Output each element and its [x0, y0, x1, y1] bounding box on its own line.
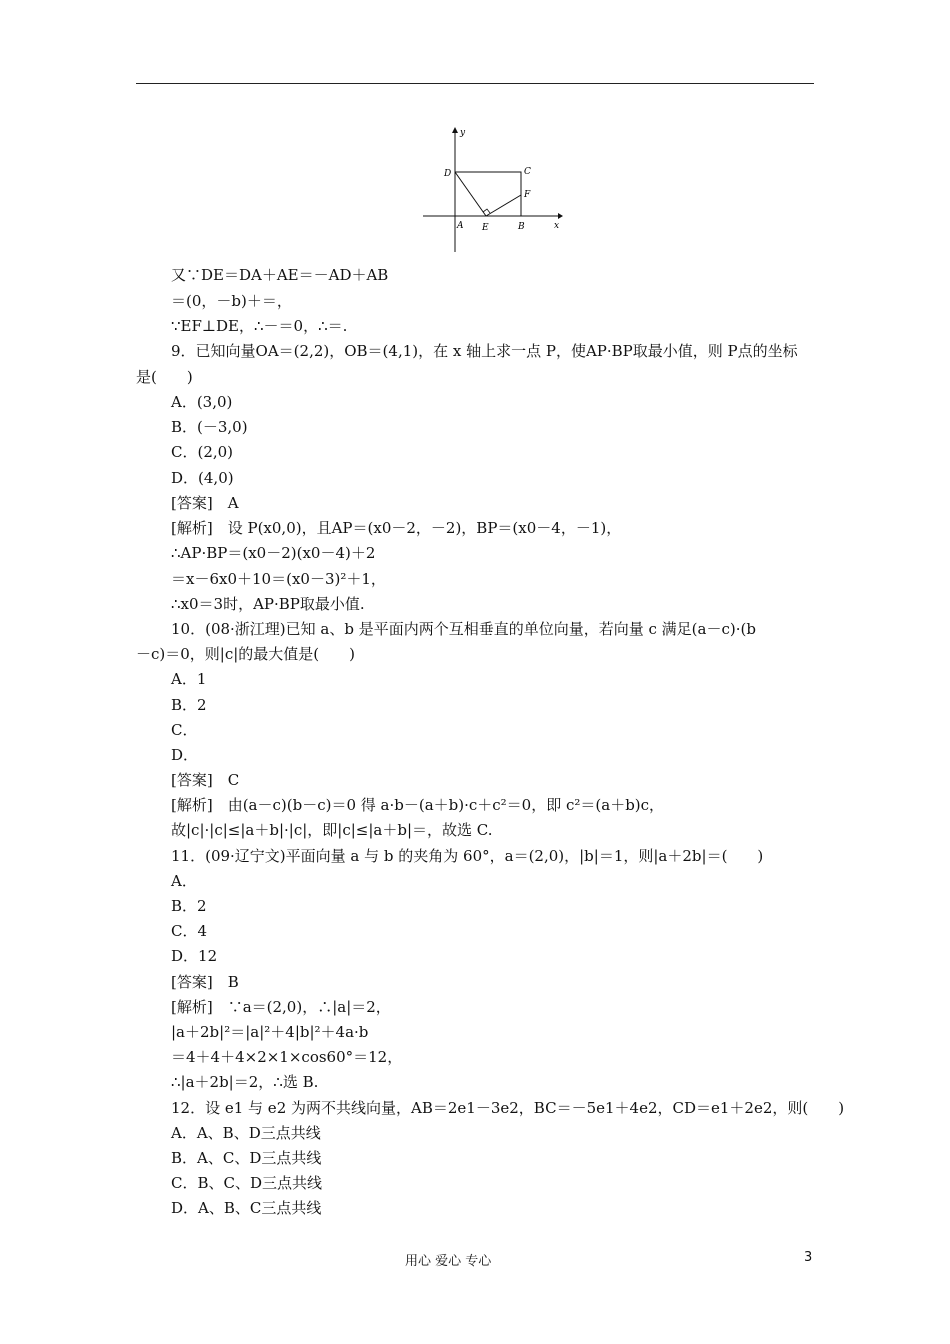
- segment-ef: [486, 195, 521, 216]
- label-e: E: [482, 223, 489, 233]
- option-b: B．A、C、D三点共线: [171, 1149, 322, 1167]
- segment-de: [455, 172, 486, 216]
- text-line: 又∵DE＝DA＋AE＝－AD＋AB: [171, 266, 389, 284]
- question-10-stem: 10．(08·浙江理)已知 a、b 是平面内两个互相垂直的单位向量，若向量 c 满足(a－c)·(b: [171, 620, 756, 638]
- option-c: C．(2,0): [171, 443, 234, 461]
- footer-slogan: 用心 爱心 专心: [405, 1254, 492, 1269]
- option-c: C．B、C、D三点共线: [171, 1174, 323, 1192]
- geometry-figure: [418, 124, 563, 254]
- x-axis-arrow: [558, 213, 563, 219]
- analysis: [解析] 设 P(x0,0)，且AP＝(x0－2，－2)，BP＝(x0－4，－1)，: [171, 519, 622, 537]
- question-9-stem: 9．已知向量OA＝(2,2)，OB＝(4,1)，在 x 轴上求一点 P，使AP·BP取最小值，则 P点的坐标: [171, 342, 798, 360]
- option-b: B．2: [171, 897, 207, 915]
- option-a: A．: [171, 872, 197, 890]
- analysis: [解析] ∵a＝(2,0)，∴|a|＝2，: [171, 998, 391, 1016]
- option-d: D．: [171, 746, 199, 764]
- text-line: ＝(0，－b)＋＝，: [171, 292, 292, 310]
- label-d: D: [444, 169, 452, 179]
- answer: [答案] C: [171, 771, 240, 789]
- label-f: F: [524, 190, 531, 200]
- page-number: 3: [804, 1250, 813, 1265]
- option-c: C．: [171, 721, 198, 739]
- question-11-stem: 11．(09·辽宁文)平面向量 a 与 b 的夹角为 60°，a＝(2,0)，|b|＝1，则|a＋2b|＝( ): [171, 847, 764, 865]
- figure-svg: [418, 124, 563, 254]
- label-a: A: [457, 221, 464, 231]
- option-a: A．1: [171, 670, 207, 688]
- analysis-line: ∴|a＋2b|＝2，∴选 B.: [171, 1073, 319, 1091]
- option-b: B．(－3,0): [171, 418, 248, 436]
- option-a: A．A、B、D三点共线: [171, 1124, 321, 1142]
- option-d: D．12: [171, 947, 218, 965]
- answer: [答案] A: [171, 494, 239, 512]
- analysis-line: 故|c|·|c|≤|a＋b|·|c|，即|c|≤|a＋b|＝，故选 C.: [171, 821, 493, 839]
- option-a: A．(3,0): [171, 393, 233, 411]
- label-c: C: [524, 167, 531, 177]
- question-9-stem-cont: 是( ): [136, 368, 193, 386]
- label-b: B: [518, 222, 525, 232]
- square-top-right: [455, 172, 521, 216]
- option-b: B．2: [171, 696, 207, 714]
- analysis-line: ∴AP·BP＝(x0－2)(x0－4)＋2: [171, 544, 376, 562]
- answer: [答案] B: [171, 973, 239, 991]
- y-axis-arrow: [452, 127, 458, 133]
- analysis-line: ＝x－6x0＋10＝(x0－3)²＋1，: [171, 570, 386, 588]
- label-x: x: [554, 221, 560, 231]
- analysis-line: ＝4＋4＋4×2×1×cos60°＝12，: [171, 1048, 403, 1066]
- analysis: [解析] 由(a－c)(b－c)＝0 得 a·b－(a＋b)·c＋c²＝0，即 c²＝(a＋b)c，: [171, 796, 665, 814]
- question-12-stem: 12．设 e1 与 e2 为两不共线向量，AB＝2e1－3e2，BC＝－5e1＋4e2，CD＝e1＋2e2，则( ): [171, 1099, 845, 1117]
- option-d: D．A、B、C三点共线: [171, 1199, 322, 1217]
- header-rule: [136, 83, 814, 84]
- label-y: y: [460, 128, 466, 138]
- question-10-stem-cont: －c)＝0，则|c|的最大值是( ): [136, 645, 356, 663]
- text-line: ∵EF⊥DE，∴－＝0，∴＝.: [171, 317, 348, 335]
- option-c: C．4: [171, 922, 208, 940]
- option-d: D．(4,0): [171, 469, 234, 487]
- analysis-line: ∴x0＝3时，AP·BP取最小值.: [171, 595, 365, 613]
- analysis-line: |a＋2b|²＝|a|²＋4|b|²＋4a·b: [171, 1023, 369, 1041]
